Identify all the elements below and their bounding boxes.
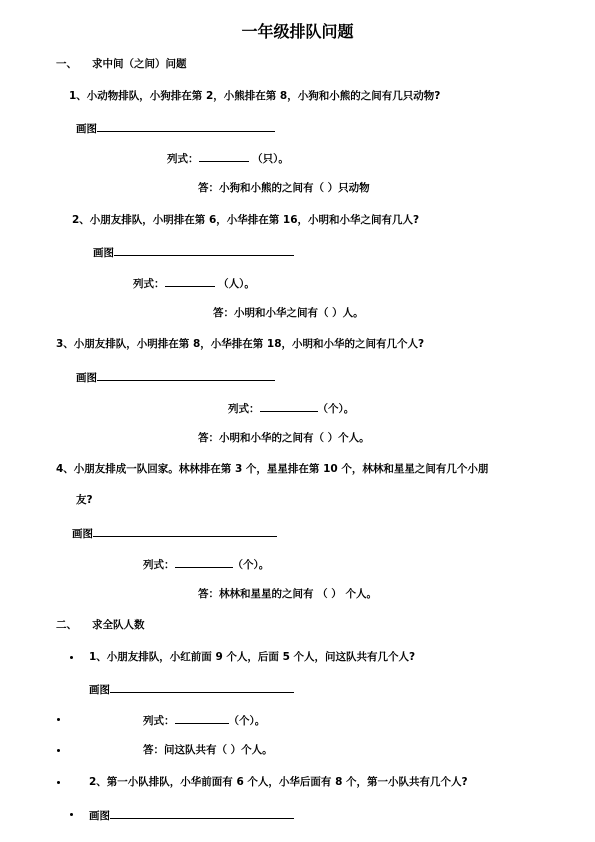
formula-blank[interactable]	[175, 556, 233, 568]
question-2-formula	[133, 275, 255, 291]
question-3-formula	[228, 400, 354, 416]
draw-line[interactable]	[97, 369, 275, 381]
question-3-draw	[76, 369, 275, 385]
section-2-number: 二、	[56, 619, 77, 631]
formula-unit: （人）。	[218, 278, 255, 290]
question-4-formula	[143, 556, 269, 572]
question-1-draw	[76, 120, 275, 136]
question-4-answer: 答：林林和星星的之间有 （ ） 个人。	[198, 588, 377, 600]
section-1-heading: 求中间（之间）问题	[92, 58, 187, 70]
formula-unit: （个）。	[228, 715, 266, 727]
bullet-icon	[70, 656, 73, 659]
draw-label: 画图	[89, 684, 110, 696]
question-4-text-line2: 友?	[76, 494, 93, 506]
question-5-text: 1、小朋友排队，小红前面 9 个人，后面 5 个人，问这队共有几个人?	[89, 651, 416, 663]
draw-label: 画图	[76, 372, 97, 384]
question-5-draw	[89, 681, 294, 697]
question-2-text: 2、小朋友排队，小明排在第 6，小华排在第 16，小明和小华之间有几人?	[72, 214, 420, 226]
question-4-draw	[72, 525, 277, 541]
draw-label: 画图	[89, 810, 110, 822]
formula-unit: （个）。	[232, 559, 270, 571]
formula-unit: （只）。	[252, 153, 289, 165]
draw-line[interactable]	[110, 681, 294, 693]
formula-label: 列式：	[228, 403, 260, 415]
question-2-draw	[93, 244, 294, 260]
section-1-number: 一、	[56, 58, 77, 70]
question-1-formula	[167, 150, 289, 166]
question-4-text-line1: 4、小朋友排成一队回家。林林排在第 3 个，星星排在第 10 个，林林和星星之间有几个小朋	[56, 463, 489, 475]
formula-blank[interactable]	[165, 275, 215, 287]
draw-line[interactable]	[114, 244, 294, 256]
formula-label: 列式：	[143, 559, 175, 571]
bullet-icon	[57, 718, 60, 721]
formula-blank[interactable]	[260, 400, 318, 412]
draw-line[interactable]	[97, 120, 275, 132]
question-5-formula	[143, 712, 265, 728]
question-2-answer: 答：小明和小华之间有（ ）人。	[213, 307, 364, 319]
formula-blank[interactable]	[199, 150, 249, 162]
formula-label: 列式：	[143, 715, 175, 727]
question-6-text: 2、第一小队排队，小华前面有 6 个人，小华后面有 8 个，第一小队共有几个人?	[89, 776, 468, 788]
formula-unit: （个）。	[317, 403, 355, 415]
page-title: 一年级排队问题	[241, 22, 354, 41]
section-2-heading: 求全队人数	[92, 619, 145, 631]
draw-line[interactable]	[93, 525, 277, 537]
formula-label: 列式：	[133, 278, 165, 290]
formula-blank[interactable]	[175, 712, 229, 724]
bullet-icon	[70, 813, 73, 816]
draw-label: 画图	[93, 247, 114, 259]
bullet-icon	[57, 781, 60, 784]
question-5-answer: 答：问这队共有（ ）个人。	[143, 744, 273, 756]
question-1-answer: 答：小狗和小熊的之间有（ ）只动物	[198, 182, 370, 194]
draw-label: 画图	[76, 123, 97, 135]
question-3-answer: 答：小明和小华的之间有（ ）个人。	[198, 432, 370, 444]
question-3-text: 3、小朋友排队，小明排在第 8，小华排在第 18，小明和小华的之间有几个人?	[56, 338, 425, 350]
bullet-icon	[57, 749, 60, 752]
formula-label: 列式：	[167, 153, 199, 165]
draw-label: 画图	[72, 528, 93, 540]
draw-line[interactable]	[110, 807, 294, 819]
question-1-text: 1、小动物排队，小狗排在第 2，小熊排在第 8，小狗和小熊的之间有几只动物?	[69, 90, 441, 102]
question-6-draw	[89, 807, 294, 823]
